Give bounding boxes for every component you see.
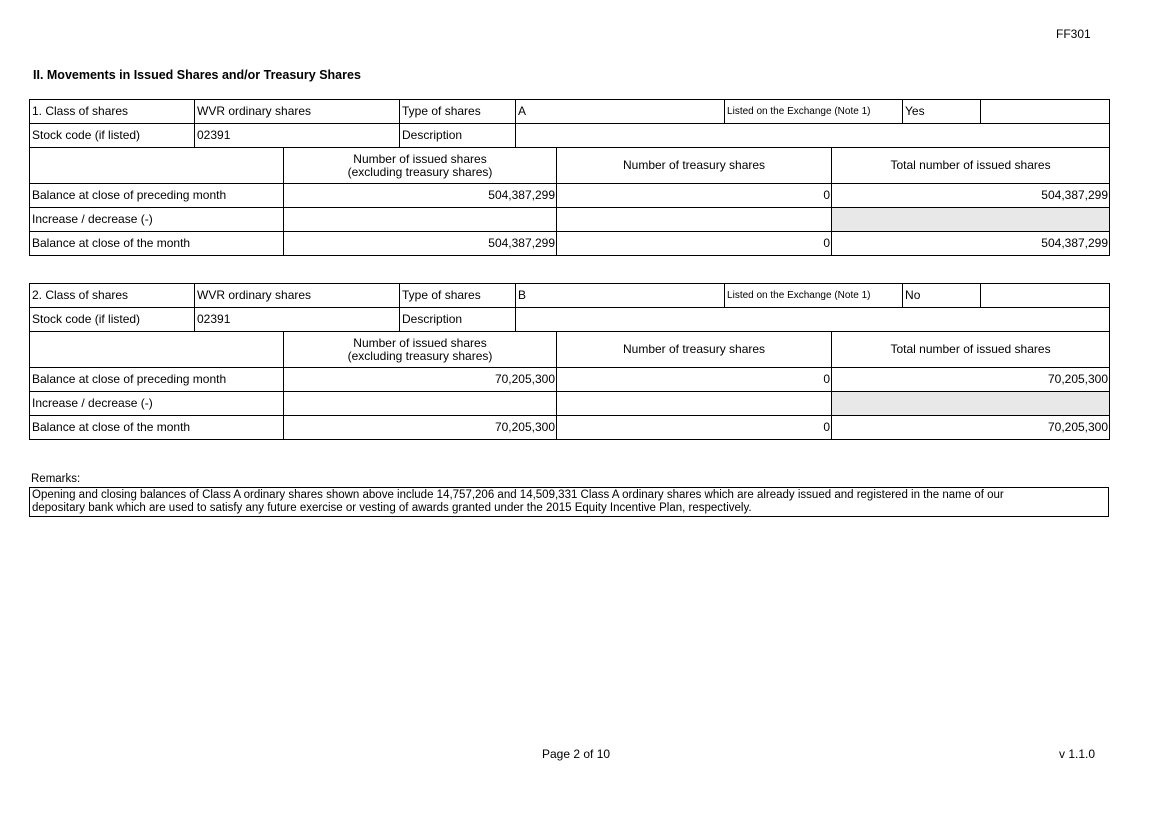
- description-value: [516, 124, 1110, 148]
- treasury-value: [557, 392, 832, 416]
- treasury-value: 0: [557, 368, 832, 392]
- issued-value: 504,387,299: [284, 184, 557, 208]
- remarks-label: Remarks:: [31, 473, 81, 485]
- col-header-issued: Number of issued shares (excluding treasury shares): [284, 332, 557, 368]
- table-row: [30, 368, 1110, 392]
- row-label: Increase / decrease (-): [30, 208, 284, 232]
- stock-code-label: Stock code (if listed): [30, 308, 195, 332]
- issued-value: [284, 208, 557, 232]
- issued-value: 504,387,299: [284, 232, 557, 256]
- row-label: Balance at close of the month: [30, 232, 284, 256]
- listed-label: Listed on the Exchange (Note 1): [725, 100, 903, 124]
- class-value: WVR ordinary shares: [195, 100, 400, 124]
- type-label: Type of shares: [400, 284, 516, 308]
- table-row: [30, 392, 1110, 416]
- treasury-value: 0: [557, 416, 832, 440]
- stock-code-value: 02391: [195, 308, 400, 332]
- version-label: v 1.1.0: [1059, 747, 1096, 761]
- header-blank: [30, 332, 284, 368]
- col-header-total: Total number of issued shares: [832, 332, 1110, 368]
- section-title: II. Movements in Issued Shares and/or Treasury Shares: [33, 68, 361, 82]
- description-value: [516, 308, 1110, 332]
- table-row: [30, 184, 1110, 208]
- total-value: 504,387,299: [832, 232, 1110, 256]
- class-label: 2. Class of shares: [30, 284, 195, 308]
- blank-cell: [981, 100, 1110, 124]
- col-header-treasury: Number of treasury shares: [557, 332, 832, 368]
- form-code: FF301: [1056, 27, 1091, 41]
- stock-code-label: Stock code (if listed): [30, 124, 195, 148]
- row-label: Balance at close of preceding month: [30, 184, 284, 208]
- row-label: Balance at close of the month: [30, 416, 284, 440]
- row-label: Increase / decrease (-): [30, 392, 284, 416]
- col-header-treasury: Number of treasury shares: [557, 148, 832, 184]
- total-value: [832, 208, 1110, 232]
- treasury-value: [557, 208, 832, 232]
- stock-code-value: 02391: [195, 124, 400, 148]
- class-label: 1. Class of shares: [30, 100, 195, 124]
- issued-value: 70,205,300: [284, 416, 557, 440]
- share-class-table-2: [29, 283, 1110, 440]
- row-label: Balance at close of preceding month: [30, 368, 284, 392]
- description-label: Description: [400, 308, 516, 332]
- description-label: Description: [400, 124, 516, 148]
- blank-cell: [981, 284, 1110, 308]
- issued-value: [284, 392, 557, 416]
- listed-label: Listed on the Exchange (Note 1): [725, 284, 903, 308]
- remarks-text: Opening and closing balances of Class A ordinary shares shown above include 14,757,206 and 14,509,331 Class A ordinary shares which are already issued and registered in the name of our depositary bank which are used to satisfy any future exercise or vesting of awards granted under the 2015 Equity Incentive Plan, respectively.: [29, 487, 1109, 517]
- total-value: 70,205,300: [832, 416, 1110, 440]
- type-label: Type of shares: [400, 100, 516, 124]
- type-value: B: [516, 284, 725, 308]
- table-row: [30, 208, 1110, 232]
- total-value: 70,205,300: [832, 368, 1110, 392]
- share-class-table-1: [29, 99, 1110, 256]
- type-value: A: [516, 100, 725, 124]
- class-value: WVR ordinary shares: [195, 284, 400, 308]
- total-value: [832, 392, 1110, 416]
- listed-value: No: [903, 284, 981, 308]
- col-header-total: Total number of issued shares: [832, 148, 1110, 184]
- issued-value: 70,205,300: [284, 368, 557, 392]
- col-header-issued: Number of issued shares (excluding treasury shares): [284, 148, 557, 184]
- listed-value: Yes: [903, 100, 981, 124]
- header-blank: [30, 148, 284, 184]
- page-number: Page 2 of 10: [542, 747, 611, 761]
- treasury-value: 0: [557, 184, 832, 208]
- treasury-value: 0: [557, 232, 832, 256]
- table-row: [30, 232, 1110, 256]
- table-row: [30, 416, 1110, 440]
- total-value: 504,387,299: [832, 184, 1110, 208]
